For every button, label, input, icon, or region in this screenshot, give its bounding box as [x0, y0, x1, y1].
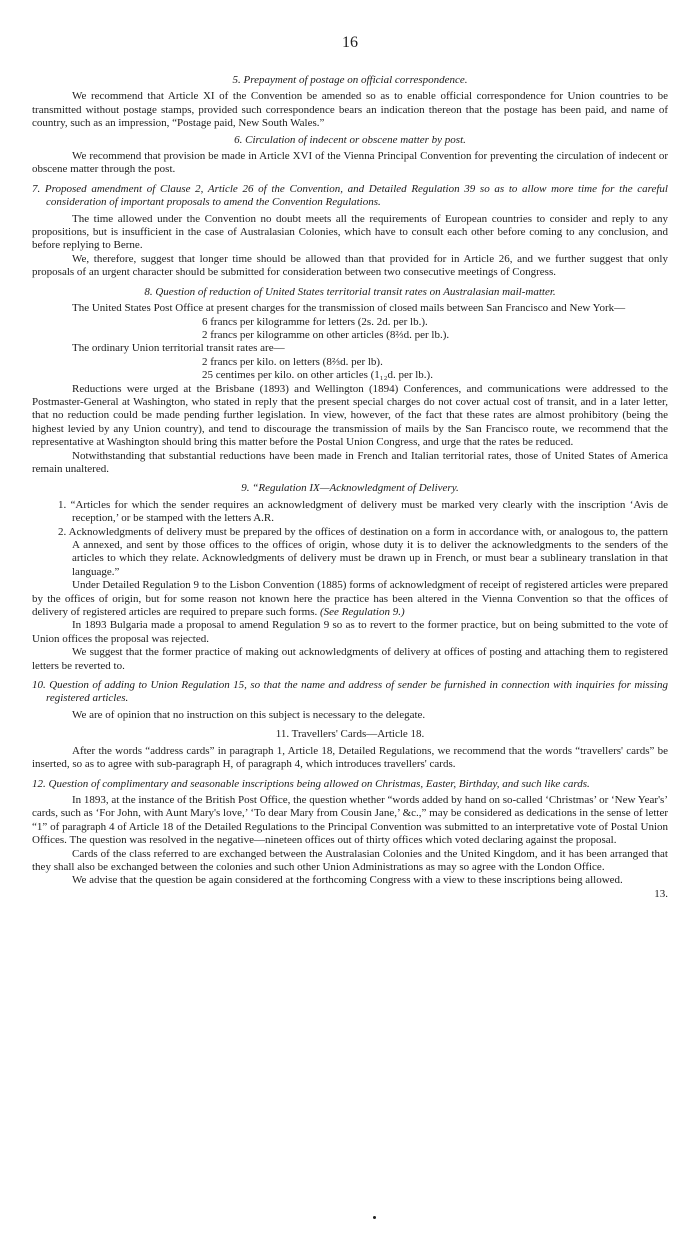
document-body [32, 74, 668, 901]
section-12-heading: 12. Question of complimentary and seasonable inscriptions being allowed on Christmas, Easter, Birthday, and such like cards. [32, 777, 590, 790]
union-rate-letters: 2 francs per kilo. on letters (8⅔d. per lb). [202, 355, 383, 368]
union-rate-other: 25 centimes per kilo. on other articles (1₁₂d. per lb.). [202, 369, 433, 382]
section-6-paragraph: We recommend that provision be made in Article XVI of the Vienna Principal Convention for preventing the circulation of indecent or obscene matter through the post. [32, 150, 668, 176]
section-9-paragraph-3: We suggest that the former practice of making out acknowledgments of delivery at offices of posting and attaching them to registered letters be reverted to. [32, 646, 668, 672]
section-11-heading: 11. Travellers' Cards—Article 18. [275, 728, 425, 741]
section-8-paragraph-1: Reductions were urged at the Brisbane (1893) and Wellington (1894) Conferences, and communications were addressed to the Postmaster-General at Washington, who stated in reply that the present special charges do not cover actual cost of transit, and in a later letter, that no reduction could be made pending further legislation. In view, however, of the fact that these rates are almost prohibitory (being the highest levied by any Union country), and tend to discourage the transmission of mails by the San Francisco route, we recommend that the representative at Washington should bring this matter before the Postal Union Congress, and urge that the rates be reduced. [32, 382, 668, 449]
section-9-heading: 9. “Regulation IX—Acknowledgment of Delivery. [241, 482, 459, 495]
section-12-paragraph-3: We advise that the question be again considered at the forthcoming Congress with a view to these inscriptions being allowed. [72, 874, 623, 887]
section-6-heading: 6. Circulation of indecent or obscene matter by post. [234, 133, 466, 146]
section-9-see-reference: (See Regulation 9.) [320, 606, 405, 619]
us-rate-other: 2 francs per kilogramme on other articles (8⅔d. per lb.). [202, 328, 450, 341]
us-rate-letters: 6 francs per kilogramme for letters (2s. 2d. per lb.). [202, 315, 428, 328]
section-10-heading: 10. Question of adding to Union Regulation 15, so that the name and address of sender be furnished in connection with inquiries for missing registered articles. [32, 679, 668, 705]
section-7-paragraph-2: We, therefore, suggest that longer time should be allowed than that provided for in Article 26, and we further suggest that only proposals of an urgent character should be submitted for consideration between two consecutive meetings of Congress. [32, 252, 668, 279]
section-8-heading: 8. Question of reduction of United States territorial transit rates on Australasian mail-matter. [144, 285, 556, 298]
section-5-heading: 5. Prepayment of postage on official correspondence. [232, 74, 468, 86]
section-11-paragraph: After the words “address cards” in paragraph 1, Article 18, Detailed Regulations, we recommend that the words “travellers' cards” be inserted, so as to agree with sub-paragraph H, of paragraph 4, which introduces travellers' cards. [32, 744, 668, 771]
section-12-paragraph-2: Cards of the class referred to are exchanged between the Australasian Colonies and the United Kingdom, and it has been arranged that they shall also be exchanged between the colonies and such other Union Administrations as may so agree with the London Office. [32, 847, 668, 873]
section-9-item-2: 2. Acknowledgments of delivery must be prepared by the offices of destination on a form in accordance with, or analogous to, the pattern A annexed, and sent by those offices to the offices of origin, whose duty it is to deliver the acknowledgments to the senders of the articles to which they relate. Acknowledgments of delivery must be drawn up in French, or must bear a sublineary translation in that language.” [58, 525, 668, 578]
section-10-paragraph: We are of opinion that no instruction on this subject is necessary to the delegate. [72, 708, 426, 721]
section-9-paragraph-1-text: Under Detailed Regulation 9 to the Lisbon Convention (1885) forms of acknowledgment of receipt of registered articles were prepared by the offices of origin, but for some reason not known here the practice has been altered in the Vienna Convention so that the offices of delivery of registered articles are required to prepare such forms. [32, 579, 668, 619]
page-number: 16 [342, 34, 358, 51]
footer-reference-number: 13. [654, 887, 668, 900]
section-12-paragraph-1: In 1893, at the instance of the British Post Office, the question whether “words added by hand on so-called ‘Christmas’ or ‘New Year's’ cards, such as ‘For John, with Aunt Mary's love,’ ‘To dear Mary from Cousin Jane,’ &c.,” may be considered as dedications in the sense of letter “1” of paragraph 4 of Article 18 of the Detailed Regulations to the Principal Convention was submitted to an interpretative vote of Postal Union Offices. The question was resolved in the negative—nineteen offices out of thirty offices which voted declaring against the proposal. [32, 793, 668, 847]
section-9-paragraph-1 [32, 579, 668, 619]
section-7-paragraph-1: The time allowed under the Convention no doubt meets all the requirements of European countries to consider and reply to any propositions, but is insufficient in the case of Australasian Colonies, which have to consult each other before coming to any conclusion, and before replying to Berne. [32, 212, 668, 252]
section-8-union-intro: The ordinary Union territorial transit rates are— [72, 342, 285, 355]
page-mark [373, 1216, 376, 1219]
section-7-heading: 7. Proposed amendment of Clause 2, Article 26 of the Convention, and Detailed Regulation 39 so as to allow more time for the careful consideration of important proposals to amend the Convention Regulations. [32, 182, 668, 209]
section-5-paragraph: We recommend that Article XI of the Convention be amended so as to enable official correspondence for Union countries to be transmitted without postage stamps, provided such correspondence bears an indication thereon that the postage has been paid, and name of country, such as an impression, “Postage paid, New South Wales.” [32, 90, 668, 130]
section-9-item-1: 1. “Articles for which the sender requires an acknowledgment of delivery must be marked very clearly with the inscription ‘Avis de reception,’ or be stamped with the letters A.R. [58, 498, 668, 525]
section-8-intro: The United States Post Office at present charges for the transmission of closed mails between San Francisco and New York— [72, 302, 626, 315]
section-8-paragraph-2: Notwithstanding that substantial reductions have been made in French and Italian territorial rates, those of United States of America remain unaltered. [32, 449, 668, 475]
section-9-paragraph-2: In 1893 Bulgaria made a proposal to amend Regulation 9 so as to revert to the former practice, but on being submitted to the vote of Union offices the proposal was rejected. [32, 619, 668, 645]
